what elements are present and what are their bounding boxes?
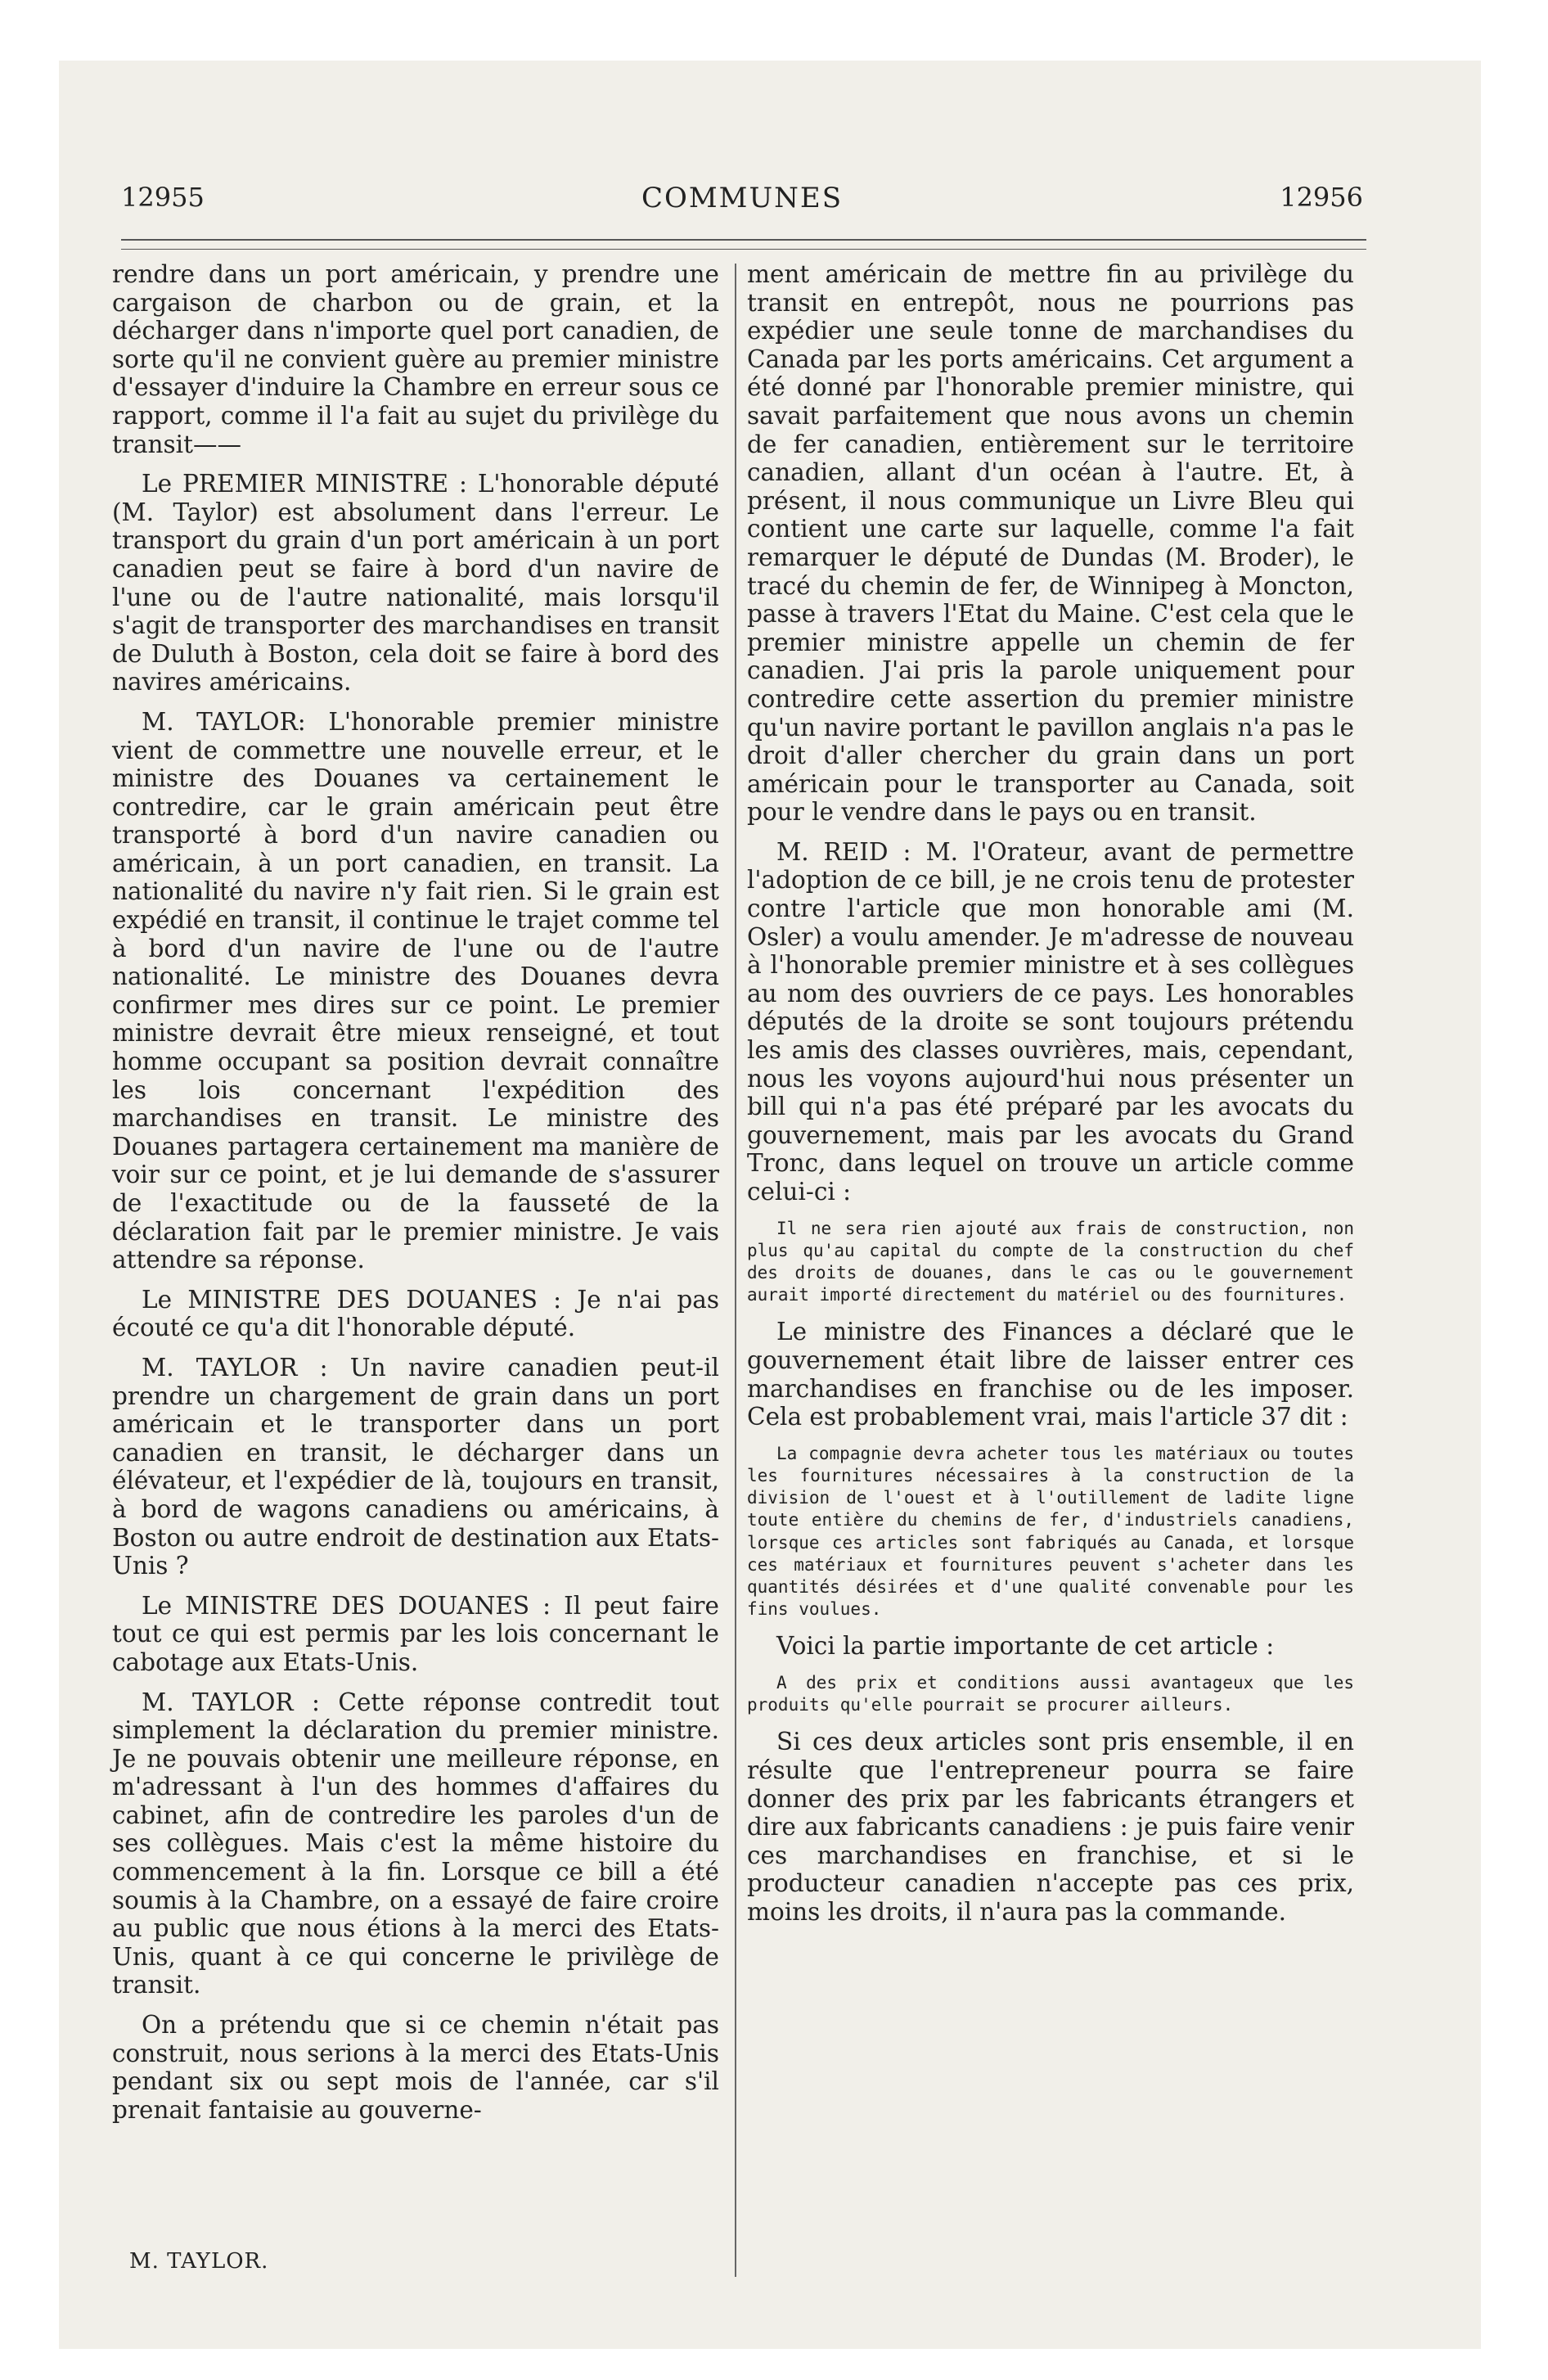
- page-header: [121, 182, 1363, 223]
- paragraph: Le PREMIER MINISTRE : L'honorable député (M. Taylor) est absolument dans l'erreur. Le transport du grain d'un port américain à un port canadien peut se faire à bord d'un navire de l'une ou de l'autre nationalité, mais lorsqu'il s'agit de transporter des marchandises en transit de Duluth à Boston, cela doit se faire à bord des navires américains.: [112, 470, 719, 696]
- page-number-left: 12955: [121, 182, 205, 213]
- left-column: [112, 260, 719, 2135]
- right-column: [747, 260, 1354, 1938]
- header-rule-thin: [121, 249, 1366, 250]
- running-footer: M. TAYLOR.: [129, 2249, 269, 2274]
- paragraph: Le MINISTRE DES DOUANES : Il peut faire tout ce qui est permis par les lois concernant le cabotage aux Etats-Unis.: [112, 1591, 719, 1676]
- paragraph: M. TAYLOR: L'honorable premier ministre vient de commettre une nouvelle erreur, et le ministre des Douanes va certainement le contredire, car le grain américain peut être transporté à bord d'un navire canadien ou américain, à un port canadien, en transit. La nationalité du navire n'y fait rien. Si le grain est expédié en transit, il continue le trajet comme tel à bord d'un navire de l'une ou de l'autre nationalité. Le ministre des Douanes devra confirmer mes dires sur ce point. Le premier ministre devrait être mieux renseigné, et tout homme occupant sa position devrait connaître les lois concernant l'expédition des marchandises en transit. Le ministre des Douanes partagera certainement ma manière de voir sur ce point, et je lui demande de s'assurer de l'exactitude ou de la fausseté de la déclaration fait par le premier ministre. Je vais attendre sa réponse.: [112, 707, 719, 1274]
- quoted-article: La compagnie devra acheter tous les matériaux ou toutes les fournitures nécessaires à la construction de la division de l'ouest et à l'outillement de ladite ligne toute entière du chemins de fer, d'industriels canadiens, lorsque ces articles sont fabriqués au Canada, et lorsque ces matériaux et fournitures peuvent s'acheter dans les quantités désirées et d'une qualité convenable pour les fins voulues.: [747, 1443, 1354, 1620]
- paragraph: M. REID : M. l'Orateur, avant de permettre l'adoption de ce bill, je ne crois tenu de protester contre l'article que mon honorable ami (M. Osler) a voulu amender. Je m'adresse de nouveau à l'honorable premier ministre et à ses collègues au nom des ouvriers de ce pays. Les honorables députés de la droite se sont toujours prétendu les amis des classes ouvrières, mais, cependant, nous les voyons aujourd'hui nous présenter un bill qui n'a pas été préparé par les avocats du gouvernement, mais par les avocats du Grand Tronc, dans lequel on trouve un article comme celui-ci :: [747, 837, 1354, 1206]
- running-title: COMMUNES: [641, 182, 844, 214]
- paragraph: ment américain de mettre fin au privilège du transit en entrepôt, nous ne pourrions pas expédier une seule tonne de marchandises du Canada par les ports américains. Cet argument a été donné par l'honorable premier ministre, qui savait parfaitement que nous avons un chemin de fer canadien, entièrement sur le territoire canadien, allant d'un océan à l'autre. Et, à présent, il nous communique un Livre Bleu qui contient une carte sur laquelle, comme l'a fait remarquer le député de Dundas (M. Broder), le tracé du chemin de fer, de Winnipeg à Moncton, passe à travers l'Etat du Maine. C'est cela que le premier ministre appelle un chemin de fer canadien. J'ai pris la parole uniquement pour contredire cette assertion du premier ministre qu'un navire portant le pavillon anglais n'a pas le droit d'aller chercher du grain dans un port américain pour le transporter au Canada, soit pour le vendre dans le pays ou en transit.: [747, 260, 1354, 827]
- header-rule: [121, 239, 1366, 241]
- paragraph: M. TAYLOR : Cette réponse contredit tout simplement la déclaration du premier ministre. Je ne pouvais obtenir une meilleure réponse, en m'adressant à l'un des hommes d'affaires du cabinet, afin de contredire les paroles d'un de ses collègues. Mais c'est la même histoire du commencement à la fin. Lorsque ce bill a été soumis à la Chambre, on a essayé de faire croire au public que nous étions à la merci des Etats-Unis, quant à ce qui concerne le privilège de transit.: [112, 1688, 719, 1999]
- paragraph: rendre dans un port américain, y prendre une cargaison de charbon ou de grain, et la décharger dans n'importe quel port canadien, de sorte qu'il ne convient guère au premier ministre d'essayer d'induire la Chambre en erreur sous ce rapport, comme il l'a fait au sujet du privilège du transit——: [112, 260, 719, 458]
- page-number-right: 12956: [1280, 182, 1363, 213]
- quoted-article: Il ne sera rien ajouté aux frais de construction, non plus qu'au capital du compte de la construction du chef des droits de douanes, dans le cas ou le gouvernement aurait importé directement du matériel ou des fournitures.: [747, 1218, 1354, 1305]
- column-divider: [735, 264, 736, 2277]
- paragraph: Voici la partie importante de cet article :: [776, 1632, 1275, 1661]
- paragraph: M. TAYLOR : Un navire canadien peut-il prendre un chargement de grain dans un port américain et le transporter dans un port canadien en transit, le décharger dans un élévateur, et l'expédier de là, toujours en transit, à bord de wagons canadiens ou américains, à Boston ou autre endroit de destination aux Etats-Unis ?: [112, 1353, 719, 1580]
- paragraph: On a prétendu que si ce chemin n'était pas construit, nous serions à la merci des Etats-Unis pendant six ou sept mois de l'année, car s'il prenait fantaisie au gouverne-: [112, 2011, 719, 2124]
- paragraph: Le ministre des Finances a déclaré que le gouvernement était libre de laisser entrer ces marchandises en franchise ou de les imposer. Cela est probablement vrai, mais l'article 37 dit :: [747, 1318, 1354, 1431]
- quoted-article: A des prix et conditions aussi avantageux que les produits qu'elle pourrait se procurer ailleurs.: [747, 1673, 1354, 1715]
- paragraph: Le MINISTRE DES DOUANES : Je n'ai pas écouté ce qu'a dit l'honorable député.: [112, 1285, 719, 1342]
- paragraph: Si ces deux articles sont pris ensemble, il en résulte que l'entrepreneur pourra se faire donner des prix par les fabricants étrangers et dire aux fabricants canadiens : je puis faire venir ces marchandises en franchise, et si le producteur canadien n'accepte pas ces prix, moins les droits, il n'aura pas la commande.: [747, 1728, 1354, 1926]
